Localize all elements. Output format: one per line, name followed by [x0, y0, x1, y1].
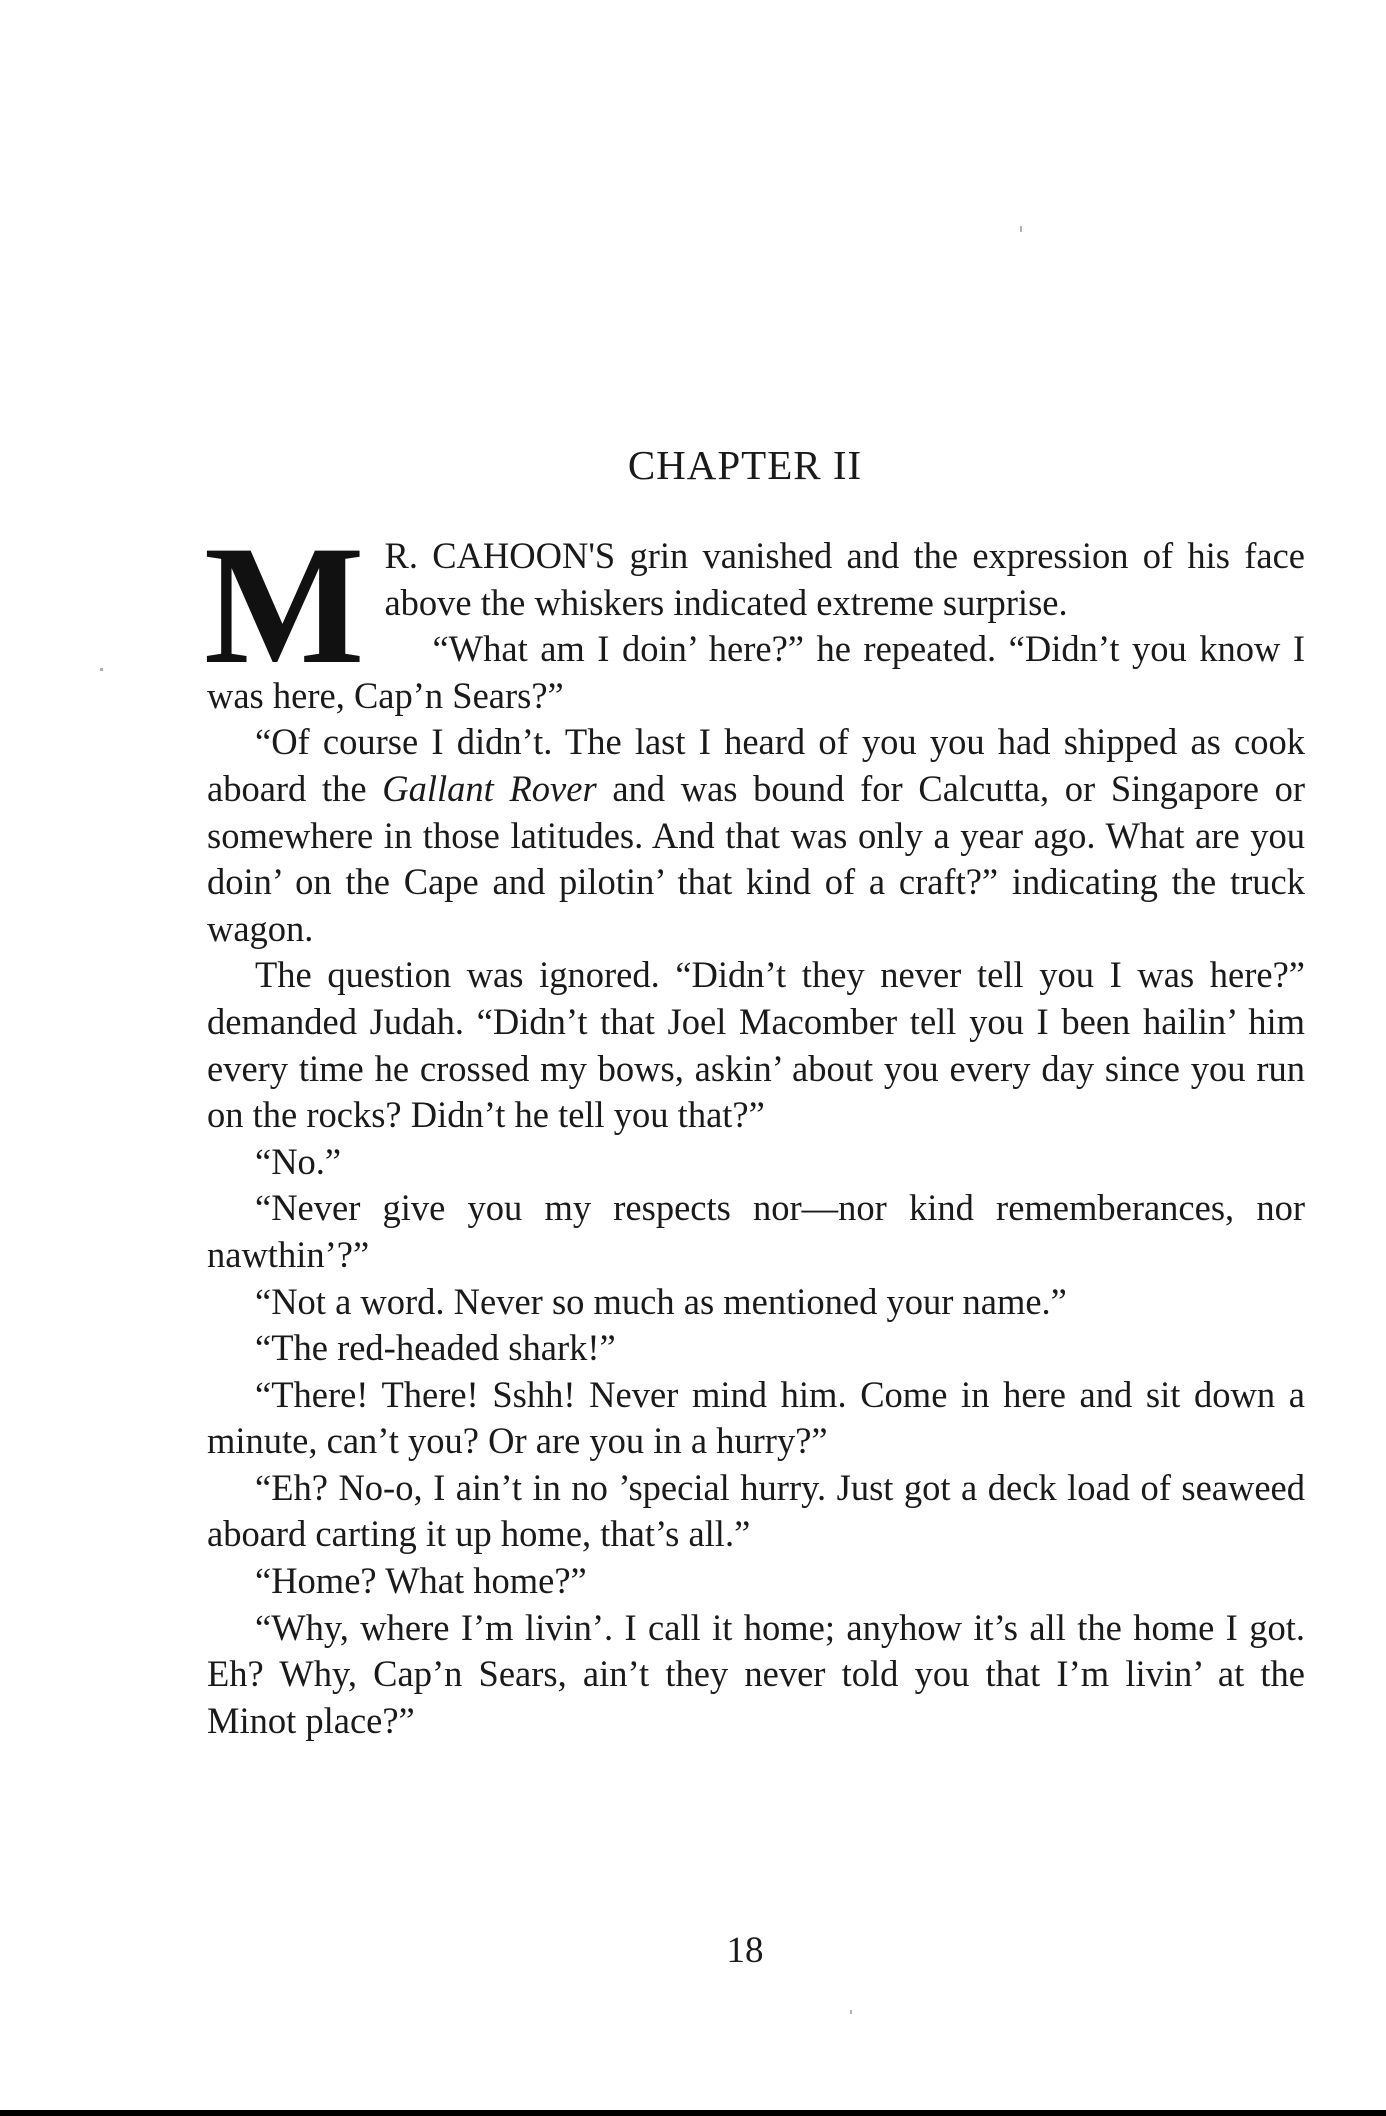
- paragraph: “Home? What home?”: [255, 1560, 587, 1602]
- paragraph: “The red-headed shark!”: [255, 1327, 616, 1369]
- opening-text: R. CAHOON'S grin vanished and the expression of his face above the whiskers indicated extreme surprise.: [384, 535, 1305, 623]
- paragraph: The question was ignored. “Didn’t they never tell you I was here?” demanded Judah. “Didn’t that Joel Macomber tell you I been hailin’ him every time he crossed my bows, askin’ about you every day since you run on the rocks? Didn’t he tell you that?”: [207, 954, 1305, 1136]
- paragraph: “What am I doin’ here?” he repeated. “Didn’t you know I was here, Cap’n Sears?”: [207, 628, 1305, 716]
- paragraph-text: and was bound for Calcutta, or Singapore or somewhere in those latitudes. And that was only a year ago. What are you doin’ on the Cape and pilotin’ that kind of a craft?” indicating the truck wagon.: [207, 767, 1305, 949]
- paragraph: [207, 719, 1305, 952]
- scan-speck: [1020, 226, 1022, 232]
- drop-cap-initial: M: [204, 511, 365, 699]
- paragraph: “No.”: [255, 1140, 342, 1182]
- chapter-heading: CHAPTER II: [627, 442, 863, 488]
- chapter-text: [204, 511, 1305, 1744]
- paragraph-text: “Of course I didn’t. The last I heard of you you had shipped as cook aboard the: [207, 721, 1305, 809]
- paragraph: “Eh? No-o, I ain’t in no ’special hurry. Just got a deck load of seaweed aboard carting it up home, that’s all.”: [207, 1466, 1305, 1555]
- paragraph: “Never give you my respects nor—nor kind rememberances, nor nawthin’?”: [207, 1187, 1305, 1275]
- paragraph: “Why, where I’m livin’. I call it home; anyhow it’s all the home I got. Eh? Why, Cap’n Sears, ain’t they never told you that I’m livin’ at the Minot place?”: [207, 1606, 1305, 1741]
- paragraph: “Not a word. Never so much as mentioned your name.”: [255, 1280, 1067, 1322]
- paragraph: “There! There! Sshh! Never mind him. Come in here and sit down a minute, can’t you? Or are you in a hurry?”: [207, 1373, 1305, 1462]
- page-bottom-edge: [0, 2110, 1386, 2116]
- scan-speck: [100, 668, 103, 671]
- scan-speck: [850, 2010, 852, 2014]
- page-number: 18: [726, 1930, 764, 1971]
- ship-name: Gallant Rover: [382, 767, 597, 809]
